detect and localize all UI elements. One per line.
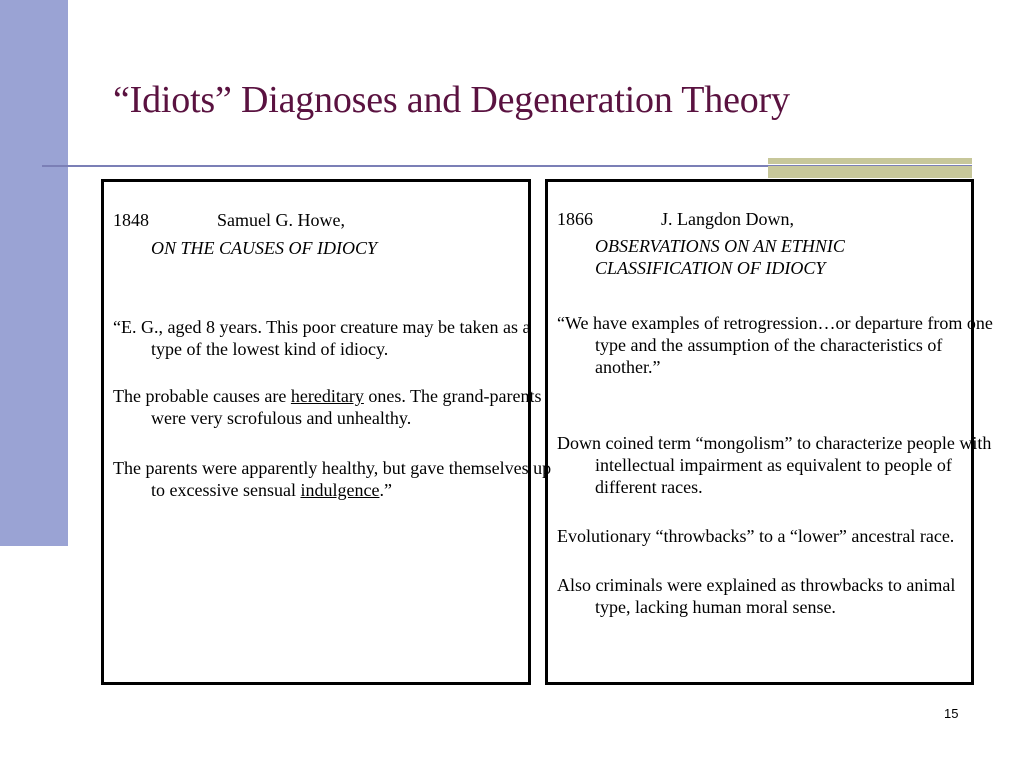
right-work-title xyxy=(595,235,965,279)
corner-accent-bars xyxy=(768,158,972,178)
left-p2-underlined: hereditary xyxy=(290,386,364,406)
slide-number: 15 xyxy=(944,706,959,721)
left-p3-end: .” xyxy=(379,480,392,500)
accent-stripe-bottom xyxy=(768,166,972,178)
left-header-line xyxy=(113,209,345,231)
left-paragraph-1: “E. G., aged 8 years. This poor creature may be taken as a type of the lowest kind of idiocy. xyxy=(113,317,531,359)
accent-stripe-top xyxy=(768,158,972,164)
right-paragraph-4: Also criminals were explained as throwbacks to animal type, lacking human moral sense. xyxy=(557,575,956,617)
left-p2-start: The probable causes are xyxy=(113,386,291,406)
left-year: 1848 xyxy=(113,210,149,230)
left-work-title: ON THE CAUSES OF IDIOCY xyxy=(151,238,378,258)
right-paragraph-3: Evolutionary “throwbacks” to a “lower” ancestral race. xyxy=(557,526,955,546)
left-p2-end: ones. The grand-parents were very scrofulous and unhealthy. xyxy=(151,386,542,428)
right-work-title-line-1: OBSERVATIONS ON AN ETHNIC xyxy=(595,236,845,256)
left-accent-bar xyxy=(0,0,68,546)
right-author: J. Langdon Down, xyxy=(661,209,794,229)
right-header-line xyxy=(557,208,794,230)
left-paragraph-2 xyxy=(113,385,564,429)
slide-title: “Idiots” Diagnoses and Degeneration Theory xyxy=(113,79,790,121)
left-p3-start: The parents were apparently healthy, but gave themselves up to excessive sensual xyxy=(113,458,552,500)
right-paragraph-1: “We have examples of retrogression…or departure from one type and the assumption of the characteristics of another.” xyxy=(557,313,993,377)
right-year: 1866 xyxy=(557,209,593,229)
right-paragraph-2: Down coined term “mongolism” to characterize people with intellectual impairment as equivalent to people of different races. xyxy=(557,433,992,497)
left-paragraph-3 xyxy=(113,457,564,501)
left-p3-underlined: indulgence xyxy=(300,480,380,500)
left-author: Samuel G. Howe, xyxy=(217,210,345,230)
right-work-title-line-2: CLASSIFICATION OF IDIOCY xyxy=(595,258,826,278)
